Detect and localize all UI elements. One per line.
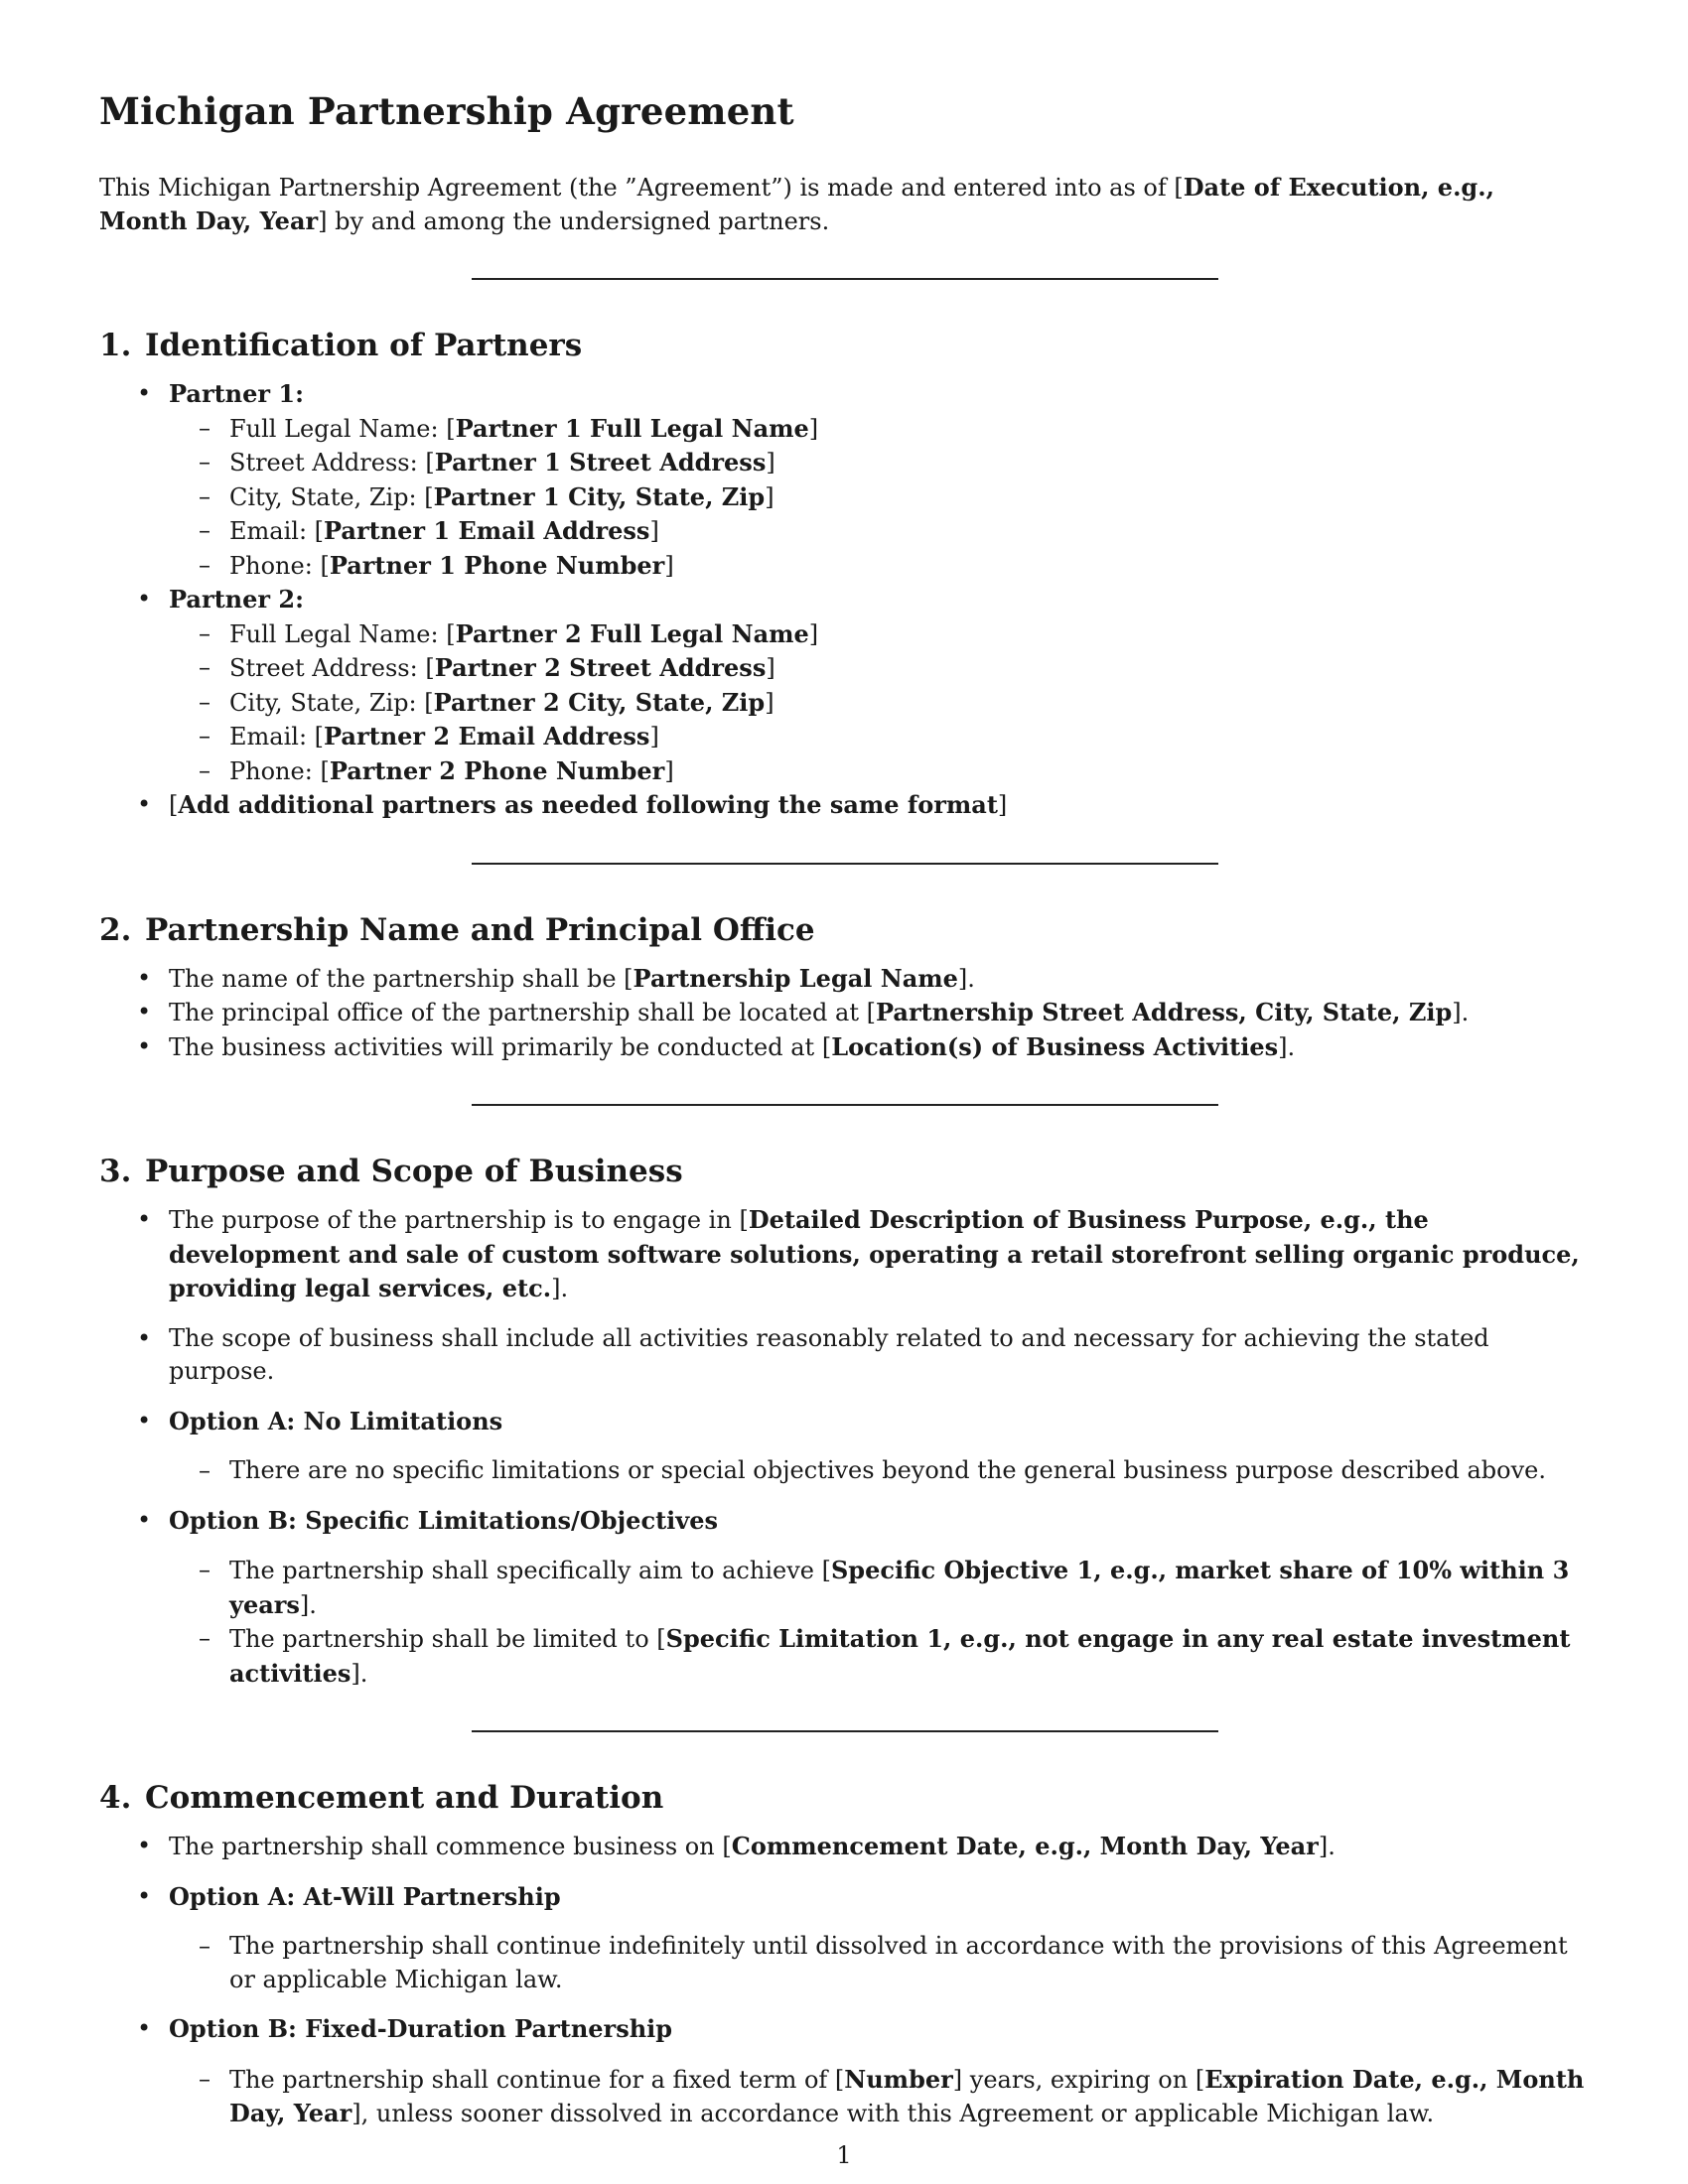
duration-option-b-text: – The partnership shall continue for a fixed term of [Number] years, expiring on [Expiration Date, e.g., Month Day, Year], unless sooner dissolved in accordance with this Agreement or applicable Michigan law.	[169, 2063, 1589, 2131]
section-2-heading: 2. Partnership Name and Principal Office	[99, 911, 815, 948]
specific-objective-item: – The partnership shall specifically aim to achieve [Specific Objective 1, e.g., market share of 10% within 3 years].	[169, 1554, 1589, 1622]
partner-2-street: – Street Address: [Partner 2 Street Address]	[169, 651, 1589, 686]
partner-2-email: – Email: [Partner 2 Email Address]	[169, 720, 1589, 754]
duration-option-a-text: – The partnership shall continue indefinitely until dissolved in accordance with the provisions of this Agreement or applicable Michigan law.	[169, 1930, 1589, 1996]
partners-list	[99, 377, 1589, 823]
purpose-option-b: • Option B: Specific Limitations/Objectives – The partnership shall specifically aim to achieve [Specific Objective 1, e.g., market share of 10% within 3 years]. – The partnership shall be limited to [Specific Limitation 1, e.g., not engage in any real estate investment activities].	[99, 1504, 1589, 1692]
section-divider	[472, 863, 1218, 865]
section-divider	[472, 1730, 1218, 1732]
partner-2-item: • Partner 2: – Full Legal Name: [Partner 2 Full Legal Name] – Street Address: [Partner 2 Street Address] – City, State, Zip: [Partner 2 City, State, Zip] – Email: [Partner 2 Email Address] – Phone: [Partner 2 Phone Number]	[99, 583, 1589, 788]
specific-limitation-item: – The partnership shall be limited to [Specific Limitation 1, e.g., not engage in any real estate investment activities].	[169, 1622, 1589, 1691]
section-divider	[472, 278, 1218, 280]
partner-1-phone: – Phone: [Partner 1 Phone Number]	[169, 549, 1589, 584]
page-number: 1	[836, 2141, 852, 2169]
partner-1-city: – City, State, Zip: [Partner 1 City, State, Zip]	[169, 480, 1589, 515]
partner-2-phone: – Phone: [Partner 2 Phone Number]	[169, 754, 1589, 789]
duration-option-b: • Option B: Fixed-Duration Partnership – The partnership shall continue for a fixed term of [Number] years, expiring on [Expiration Date, e.g., Month Day, Year], unless sooner dissolved in accordance with this Agreement or applicable Michigan law.	[99, 2012, 1589, 2131]
purpose-option-a-text: – There are no specific limitations or special objectives beyond the general business purpose described above.	[169, 1454, 1589, 1488]
partner-1-street: – Street Address: [Partner 1 Street Address]	[169, 446, 1589, 480]
partnership-name-list	[99, 962, 1589, 1065]
document-title: Michigan Partnership Agreement	[99, 89, 794, 133]
purpose-list	[99, 1203, 1589, 1691]
intro-paragraph: This Michigan Partnership Agreement (the ”Agreement”) is made and entered into as of [Date of Execution, e.g., Month Day, Year] by and among the undersigned partners.	[99, 173, 1494, 235]
commencement-item: • The partnership shall commence business on [Commencement Date, e.g., Month Day, Year].	[99, 1830, 1589, 1864]
partner-1-email: – Email: [Partner 1 Email Address]	[169, 514, 1589, 549]
partner-1-name: – Full Legal Name: [Partner 1 Full Legal Name]	[169, 412, 1589, 447]
section-divider	[472, 1104, 1218, 1106]
partner-1-item: • Partner 1: – Full Legal Name: [Partner 1 Full Legal Name] – Street Address: [Partner 1 Street Address] – City, State, Zip: [Partner 1 City, State, Zip] – Email: [Partner 1 Email Address] – Phone: [Partner 1 Phone Number]	[99, 377, 1589, 583]
execution-date-placeholder: Date of Execution, e.g., Month Day, Year	[99, 173, 1494, 235]
partner-2-city: – City, State, Zip: [Partner 2 City, State, Zip]	[169, 686, 1589, 721]
section-3-heading: 3. Purpose and Scope of Business	[99, 1154, 683, 1189]
section-4-heading: 4. Commencement and Duration	[99, 1780, 664, 1816]
duration-list	[99, 1830, 1589, 2131]
partnership-name-item: • The name of the partnership shall be [Partnership Legal Name].	[99, 962, 1589, 997]
scope-item: • The scope of business shall include all activities reasonably related to and necessary for achieving the stated purpose.	[99, 1322, 1589, 1389]
purpose-item: • The purpose of the partnership is to engage in [Detailed Description of Business Purpose, e.g., the development and sale of custom software solutions, operating a retail storefront selling organic produce, providing legal services, etc.].	[99, 1203, 1589, 1306]
principal-office-item: • The principal office of the partnership shall be located at [Partnership Street Address, City, State, Zip].	[99, 996, 1589, 1030]
section-1-heading: 1. Identification of Partners	[99, 328, 583, 363]
additional-partners-item: • [Add additional partners as needed following the same format]	[99, 788, 1589, 823]
purpose-option-a: • Option A: No Limitations – There are no specific limitations or special objectives beyond the general business purpose described above.	[99, 1405, 1589, 1488]
partner-2-name: – Full Legal Name: [Partner 2 Full Legal Name]	[169, 617, 1589, 652]
duration-option-a: • Option A: At-Will Partnership – The partnership shall continue indefinitely until dissolved in accordance with the provisions of this Agreement or applicable Michigan law.	[99, 1880, 1589, 1997]
business-location-item: • The business activities will primarily be conducted at [Location(s) of Business Activities].	[99, 1030, 1589, 1065]
document-page	[99, 89, 1589, 2131]
